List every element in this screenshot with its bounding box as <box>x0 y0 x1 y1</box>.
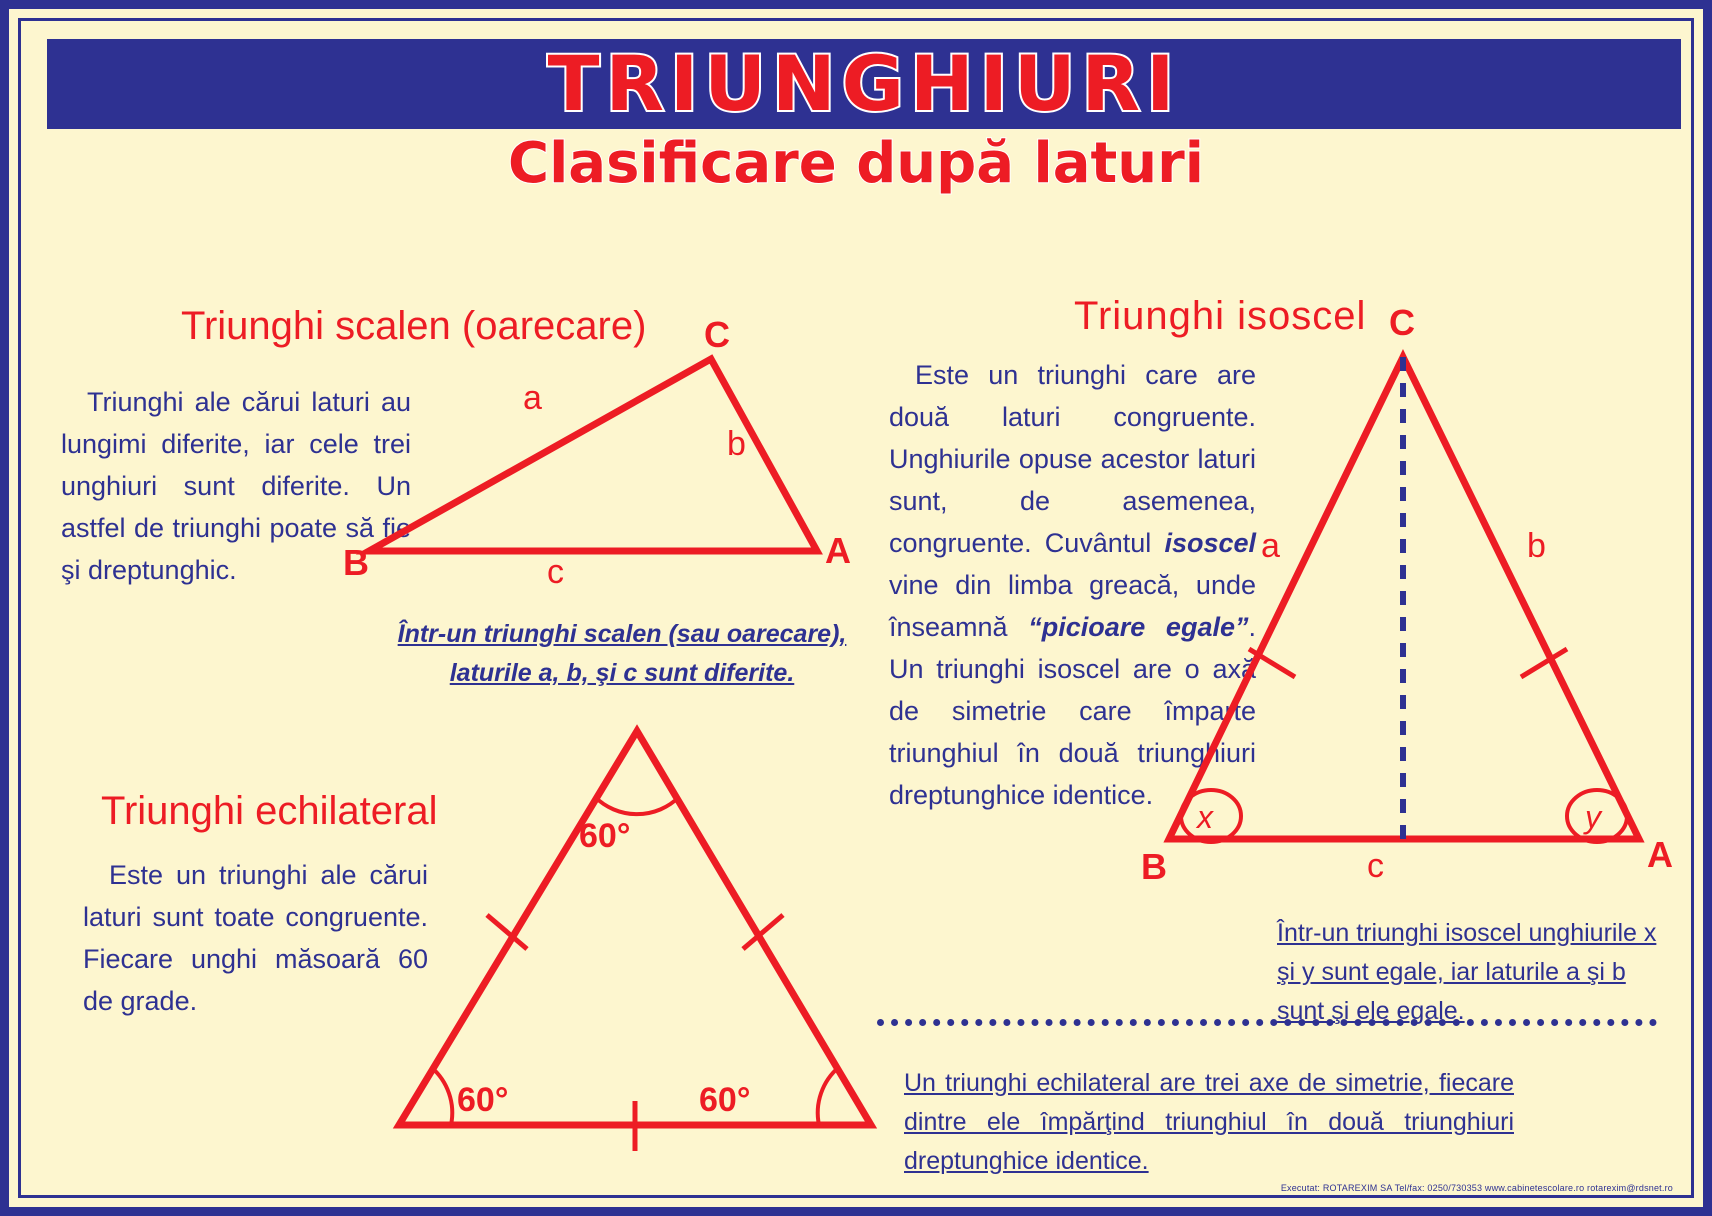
equilateral-angle-arc-left <box>431 1067 452 1125</box>
isosceles-vertex-label-B: B <box>1141 846 1167 887</box>
dotted-divider <box>877 1019 1657 1026</box>
scalene-vertex-label-B: B <box>343 542 369 583</box>
caption-scalene: Într-un triunghi scalen (sau oarecare), laturile a, b, şi c sunt diferite. <box>397 620 847 687</box>
section-text-equilateral: Este un triunghi ale cărui laturi sunt toate congruente. Fiecare unghi măsoară 60 de grade. <box>83 860 428 1016</box>
scalene-triangle-shape <box>369 359 817 551</box>
isosceles-text-emphasis-picioare: “picioare egale” <box>1028 612 1249 642</box>
isosceles-text-emphasis-isoscel: isoscel <box>1164 528 1256 558</box>
equilateral-angle-label-top: 60° <box>579 817 631 855</box>
equilateral-angle-label-left: 60° <box>457 1081 509 1119</box>
page-subtitle: Clasificare după laturi <box>508 131 1204 196</box>
scalene-side-label-a: a <box>523 379 542 417</box>
isosceles-vertex-label-C: C <box>1389 302 1415 343</box>
isosceles-side-label-b: b <box>1527 527 1546 565</box>
caption-isosceles: Într-un triunghi isoscel unghiurile x şi y sunt egale, iar laturile a şi b sunt şi ele egale. <box>1277 919 1657 1025</box>
equilateral-angle-arc-right <box>818 1067 839 1125</box>
equilateral-angle-arc-top <box>595 797 679 814</box>
scalene-side-label-c: c <box>547 553 564 591</box>
isosceles-angle-label-y: y <box>1585 799 1601 835</box>
scalene-vertex-label-A: A <box>825 530 851 571</box>
isosceles-side-label-a: a <box>1261 527 1280 565</box>
scalene-vertex-label-C: C <box>704 314 730 355</box>
isosceles-angle-label-x: x <box>1197 799 1213 835</box>
section-heading-scalene: Triunghi scalen (oarecare) <box>181 304 647 348</box>
page-title: TRIUNGHIURI <box>547 39 1181 128</box>
isosceles-text-part3: . Un triunghi isoscel are o axă de simetrie care împarte triunghiul în două triunghiuri dreptunghice identice. <box>889 612 1256 810</box>
section-heading-equilateral: Triunghi echilateral <box>101 789 438 833</box>
caption-equilateral: Un triunghi echilateral are trei axe de simetrie, fiecare dintre ele împărţind triunghiul în două triunghiuri dreptunghice identice. <box>904 1069 1514 1175</box>
isosceles-text-part1: Este un triunghi care are două laturi congruente. Unghiurile opuse acestor laturi sunt, de asemenea, congruente. Cuvântul <box>889 360 1256 558</box>
isosceles-vertex-label-A: A <box>1647 834 1673 875</box>
section-text-scalene: Triunghi ale cărui laturi au lungimi diferite, iar cele trei unghiuri sunt diferite. Un astfel de triunghi poate să fie şi dreptunghic. <box>61 387 411 585</box>
section-heading-isosceles: Triunghi isoscel <box>1074 294 1367 338</box>
isosceles-side-label-c: c <box>1367 847 1384 885</box>
title-banner <box>47 39 1681 129</box>
isosceles-text-part2: vine din limba greacă, unde înseamnă <box>889 570 1256 642</box>
footer-credit: Executat: ROTAREXIM SA Tel/fax: 0250/730353 www.cabinetescolare.ro rotarexim@rdsnet.ro <box>1280 1183 1673 1193</box>
equilateral-triangle-shape <box>399 731 871 1125</box>
scalene-side-label-b: b <box>727 425 746 463</box>
figure-equilateral-triangle <box>379 719 889 1139</box>
equilateral-angle-label-right: 60° <box>699 1081 751 1119</box>
